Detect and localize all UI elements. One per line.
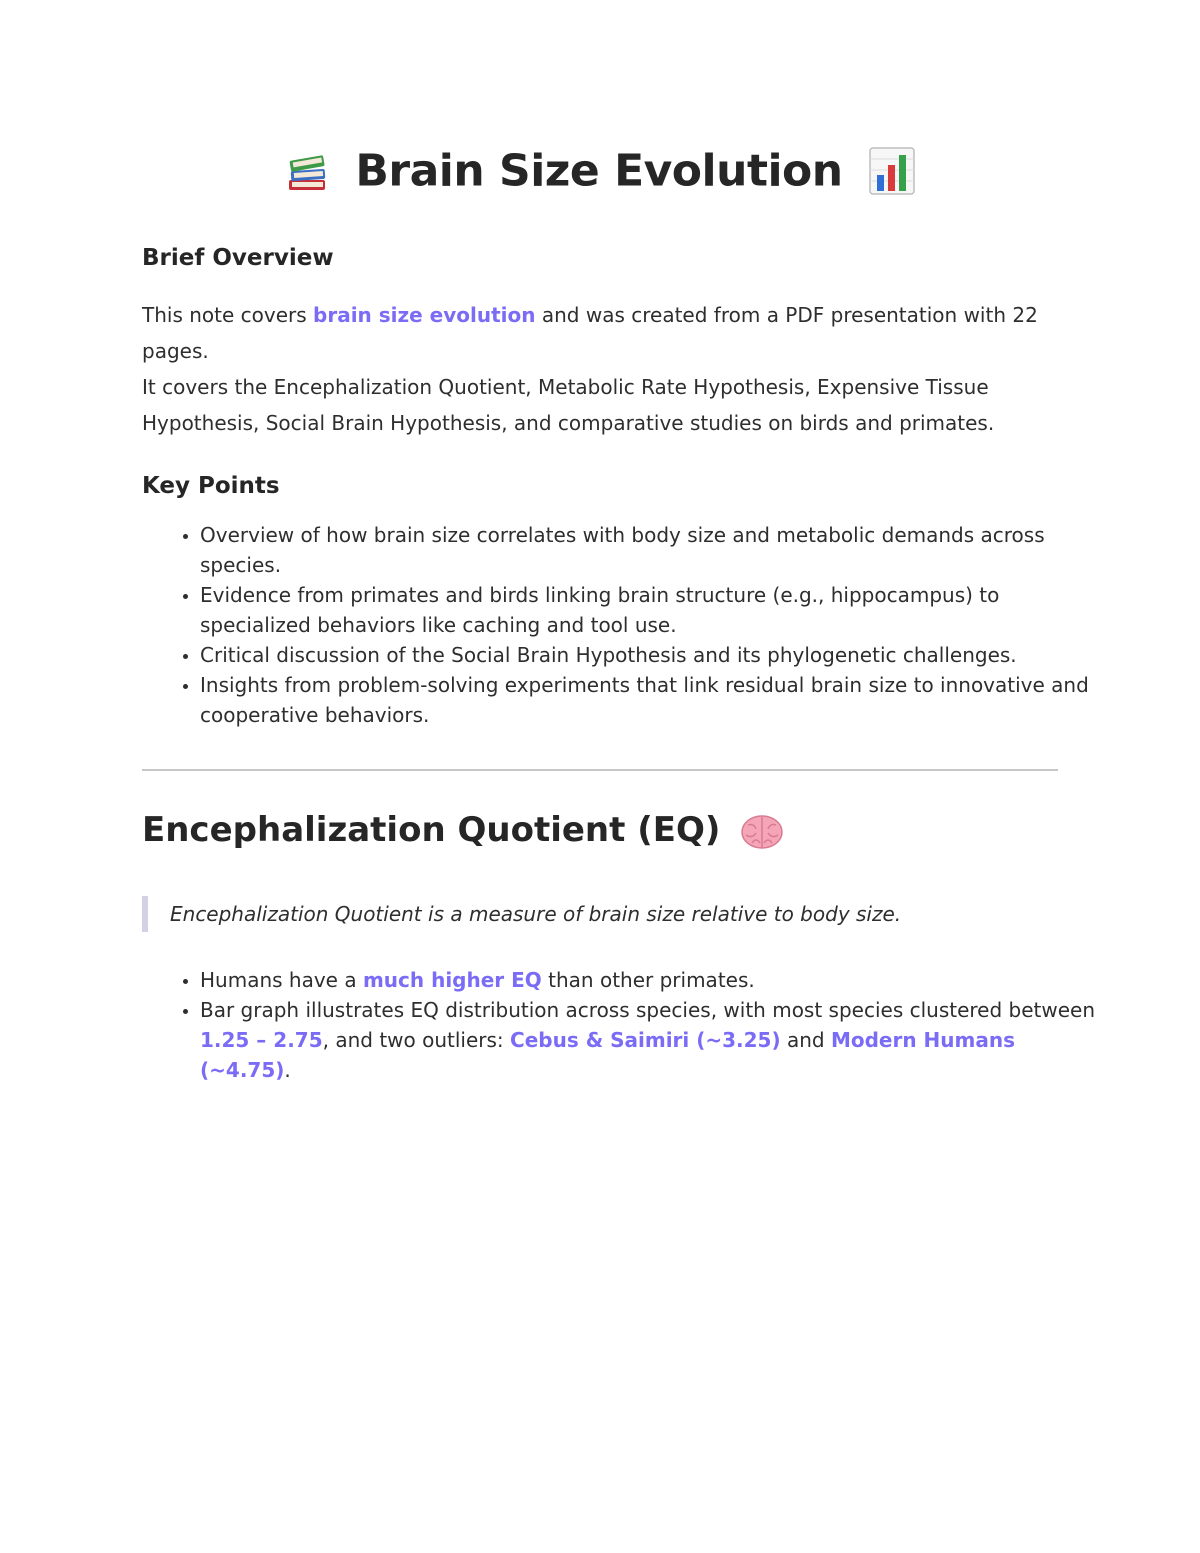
list-item [200,965,1100,995]
list-item: • Evidence from primates and birds linking brain structure (e.g., hippocampus) to specialized behaviors like caching and tool use. [200,580,1100,640]
books-icon [285,148,329,194]
list-item: • Overview of how brain size correlates with body size and metabolic demands across species. [200,520,1100,580]
brain-size-evolution-link[interactable]: brain size evolution [313,303,536,327]
eq-section-heading [142,810,784,851]
key-points-list [142,520,1100,730]
bullet-text: Bar graph illustrates EQ distribution across species, with most species clustered between [200,998,1096,1022]
much-higher-eq-link[interactable]: much higher EQ [362,968,542,992]
bullet-text: than other primates. [541,968,755,992]
eq-definition-quote: Encephalization Quotient is a measure of brain size relative to body size. [142,896,1042,932]
bar-chart-icon [869,147,915,195]
overview-text: This note covers [142,303,314,327]
bullet-text: and [780,1028,831,1052]
eq-bullets-list [142,965,1100,1085]
key-points-heading: Key Points [142,473,280,499]
list-item: • Insights from problem-solving experiments that link residual brain size to innovative and cooperative behaviors. [200,670,1100,730]
page-title [0,143,1200,197]
brief-overview-heading: Brief Overview [142,245,334,271]
brain-icon [740,813,784,851]
modern-humans-link[interactable]: Modern Humans (~4.75) [200,1028,1016,1082]
list-item [200,995,1100,1085]
eq-heading-text: Encephalization Quotient (EQ) [142,810,721,850]
bullet-text: . [284,1058,291,1082]
bullet-text: Humans have a [200,968,363,992]
bullet-text: , and two outliers: [322,1028,511,1052]
title-text: Brain Size Evolution [355,145,843,197]
overview-paragraph [142,297,1058,441]
overview-text: and was created from a PDF presentation with 22 pages. [142,303,1038,363]
list-item: • Critical discussion of the Social Brain Hypothesis and its phylogenetic challenges. [200,640,1100,670]
overview-coverage-text: It covers the Encephalization Quotient, Metabolic Rate Hypothesis, Expensive Tissue Hypothesis, Social Brain Hypothesis, and comparative studies on birds and primates. [142,375,995,435]
section-divider [142,769,1058,771]
eq-range-link[interactable]: 1.25 – 2.75 [200,1028,323,1052]
cebus-saimiri-link[interactable]: Cebus & Saimiri (~3.25) [510,1028,781,1052]
